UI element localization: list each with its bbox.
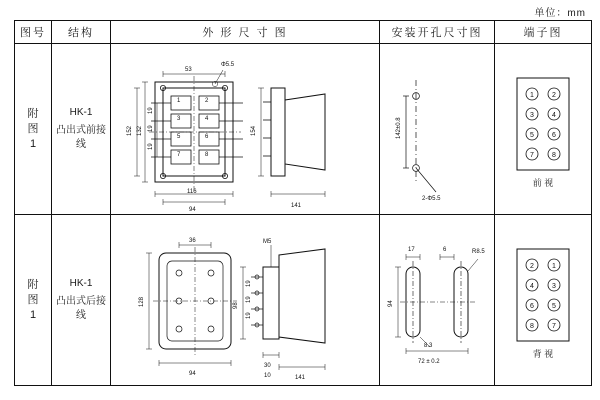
cell-outline-2: [111, 215, 380, 386]
header-structure: 结构: [52, 21, 111, 44]
dim-19-d: 19: [246, 280, 252, 287]
term-5: 5: [177, 134, 181, 140]
dim-M5: M5: [263, 239, 272, 245]
dim-6: 6: [443, 247, 447, 253]
header-mounting: 安装开孔尺寸图: [380, 21, 495, 44]
terminal-num-3: 3: [530, 112, 534, 119]
terminal-num-5a: 5: [552, 303, 556, 310]
fig-no-label-1: 附 图 1: [27, 107, 39, 150]
spec-table: [14, 20, 592, 386]
table-header-row: [15, 21, 592, 44]
terminal-num-7a: 7: [552, 323, 556, 330]
dim-98: 98: [233, 302, 239, 309]
cell-structure-2: [52, 215, 111, 386]
structure-code-2: HK-1: [69, 278, 93, 289]
dim-142: 142±0.8: [396, 117, 402, 139]
term-4: 4: [205, 116, 209, 122]
structure-code-1: HK-1: [69, 107, 93, 118]
dim-94-3: 94: [388, 300, 394, 307]
dim-17: 17: [408, 247, 415, 253]
header-terminal: 端子图: [495, 21, 592, 44]
dim-152: 152: [127, 125, 133, 136]
dim-83: 8.3: [424, 343, 433, 349]
table-row: [15, 44, 592, 215]
terminal-num-4a: 4: [530, 283, 534, 290]
terminal-num-1a: 1: [552, 263, 556, 270]
dim-94: 94: [189, 207, 196, 213]
term-8: 8: [205, 152, 209, 158]
outline-drawing-2: [111, 215, 379, 385]
term-3: 3: [177, 116, 181, 122]
term-2: 2: [205, 98, 209, 104]
dim-10: 10: [264, 373, 271, 379]
table-row: [15, 215, 592, 386]
cell-terminal-1: [495, 44, 592, 215]
terminal-num-6: 6: [552, 132, 556, 139]
dim-154: 154: [251, 125, 257, 136]
terminal-drawing-1: [495, 44, 591, 214]
dim-19-c: 19: [148, 143, 154, 150]
cell-mounting-2: [380, 215, 495, 386]
outline-drawing-1: [111, 44, 379, 214]
terminal-num-7: 7: [530, 152, 534, 159]
terminal-num-2a: 2: [530, 263, 534, 270]
terminal-view-label-2: 背 视: [532, 349, 554, 359]
terminal-num-8a: 8: [530, 323, 534, 330]
structure-desc-1: 凸出式前接线: [56, 125, 106, 150]
cell-mounting-1: [380, 44, 495, 215]
term-6: 6: [205, 134, 209, 140]
cell-terminal-2: [495, 215, 592, 386]
mounting-drawing-1: [380, 44, 494, 214]
terminal-num-2: 2: [552, 92, 556, 99]
dim-2phi55: 2-Φ5.5: [422, 196, 441, 202]
unit-note: 单位：mm: [534, 8, 586, 19]
header-outline: 外 形 尺 寸 图: [111, 21, 380, 44]
dim-116: 116: [187, 189, 197, 195]
terminal-num-1: 1: [530, 92, 534, 99]
dim-19-b: 19: [148, 125, 154, 132]
dim-R85: R8.5: [472, 249, 485, 255]
header-fig-no: 图号: [15, 21, 52, 44]
mounting-drawing-2: [380, 215, 494, 385]
dim-72: 72 ± 0.2: [418, 359, 440, 365]
dim-141: 141: [291, 203, 302, 209]
dim-94-2: 94: [189, 371, 196, 377]
dim-19-e: 19: [246, 296, 252, 303]
dim-128: 128: [139, 296, 145, 307]
cell-fig-no-2: [15, 215, 52, 386]
terminal-num-6a: 6: [530, 303, 534, 310]
dim-19-a: 19: [148, 107, 154, 114]
term-7: 7: [177, 152, 181, 158]
terminal-num-5: 5: [530, 132, 534, 139]
cell-structure-1: [52, 44, 111, 215]
terminal-num-3a: 3: [552, 283, 556, 290]
terminal-drawing-2: [495, 215, 591, 385]
dim-19-f: 19: [246, 312, 252, 319]
terminal-num-4: 4: [552, 112, 556, 119]
terminal-view-label-1: 前 视: [532, 178, 554, 188]
term-1: 1: [177, 98, 181, 104]
dim-phi55: Φ5.5: [221, 62, 235, 68]
cell-outline-1: [111, 44, 380, 215]
cell-fig-no-1: [15, 44, 52, 215]
dim-132: 132: [137, 125, 143, 136]
dim-141-2: 141: [295, 375, 306, 381]
dim-36: 36: [189, 238, 196, 244]
terminal-num-8: 8: [552, 152, 556, 159]
structure-desc-2: 凸出式后接线: [56, 296, 106, 321]
dim-53: 53: [185, 67, 192, 73]
fig-no-label-2: 附 图 1: [27, 278, 39, 321]
dim-30: 30: [264, 363, 271, 369]
